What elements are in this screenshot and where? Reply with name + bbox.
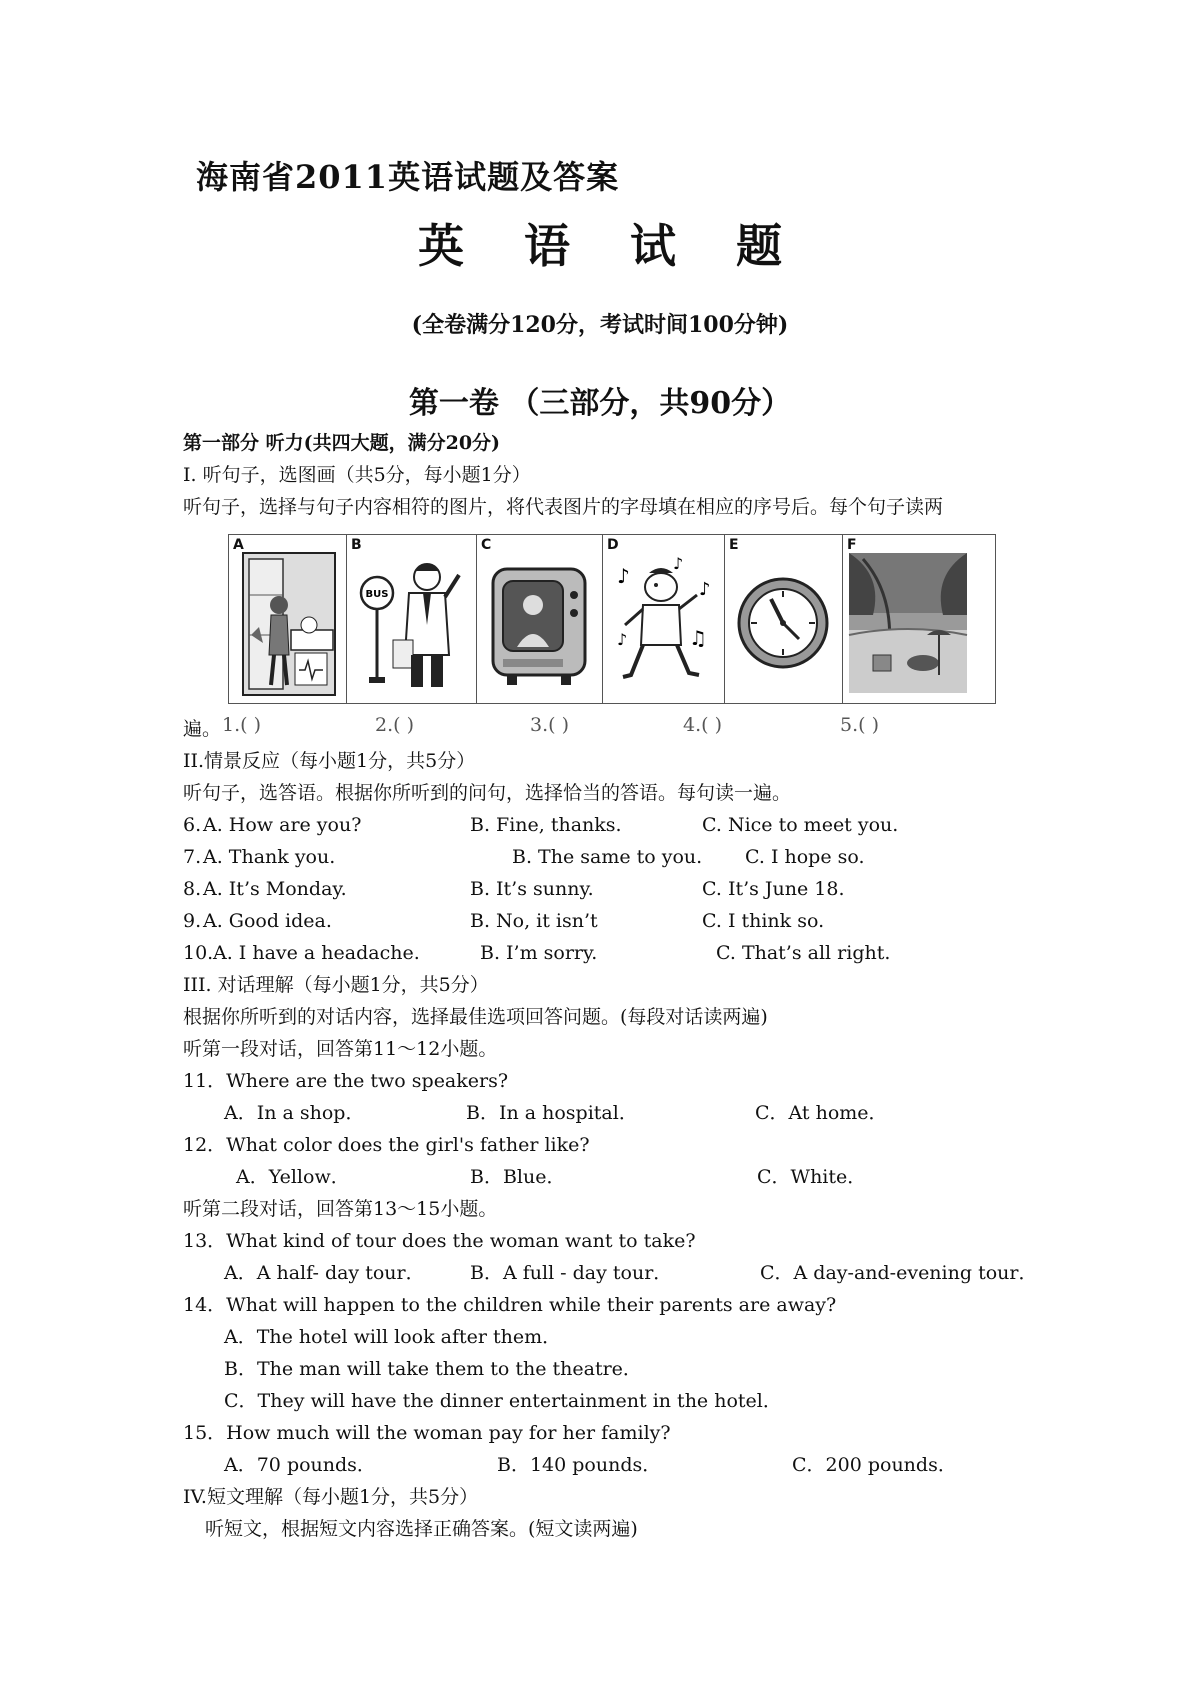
question-14-stem: 14．What will happen to the children while their parents are away? — [183, 1294, 837, 1316]
option-b[interactable]: B. It’s sunny. — [470, 878, 594, 900]
section2-instruction: 听句子，选答语。根据你所听到的问句，选择恰当的答语。每句读一遍。 — [183, 782, 792, 804]
option-a[interactable]: A．In a shop． — [224, 1102, 365, 1124]
beach-scene-icon — [843, 535, 993, 703]
option-b[interactable]: B．140 pounds． — [497, 1454, 662, 1476]
section2-title: II.情景反应（每小题1分，共5分） — [183, 750, 476, 772]
option-b[interactable]: B．A full - day tour． — [470, 1262, 673, 1284]
picture-d — [603, 535, 725, 703]
svg-text:♪: ♪ — [699, 579, 711, 600]
part1-heading: 第一部分 听力(共四大题，满分20分) — [183, 432, 501, 454]
section1-instruction: 听句子，选择与句子内容相符的图片，将代表图片的字母填在相应的序号后。每个句子读两 — [183, 496, 944, 518]
picture-letter: E — [729, 537, 739, 553]
clock-icon — [725, 535, 841, 703]
picture-letter: C — [481, 537, 492, 553]
answer-slot-3[interactable]: 3.( ) — [530, 714, 569, 736]
option-c[interactable]: C．They will have the dinner entertainment in the hotel． — [224, 1390, 782, 1412]
section4-title: IV.短文理解（每小题1分，共5分） — [183, 1486, 479, 1508]
option-b[interactable]: B. The same to you. — [512, 846, 703, 868]
option-c[interactable]: C．200 pounds． — [792, 1454, 957, 1476]
option-b[interactable]: B. No, it isn’t — [470, 910, 598, 932]
picture-strip — [228, 534, 996, 704]
question-12-stem: 12．What color does the girl's father like? — [183, 1134, 590, 1156]
picture-letter: D — [607, 537, 619, 553]
question-number: 7. — [183, 846, 202, 868]
svg-text:♪: ♪ — [673, 554, 684, 573]
exam-subtitle: (全卷满分120分，考试时间100分钟) — [411, 312, 789, 338]
main-title: 英 语 试 题 — [417, 219, 805, 273]
option-a[interactable]: A．The hotel will look after them． — [224, 1326, 562, 1348]
option-a[interactable]: A. I have a headache. — [213, 942, 420, 964]
option-c[interactable]: C．At home． — [755, 1102, 888, 1124]
picture-e — [725, 535, 843, 703]
option-b[interactable]: B. I’m sorry. — [480, 942, 598, 964]
answer-slot-1[interactable]: 1.( ) — [222, 714, 261, 736]
svg-text:♪: ♪ — [617, 630, 628, 649]
instruction-end: 遍。 — [183, 718, 222, 740]
picture-c — [477, 535, 603, 703]
document-title: 海南省2011英语试题及答案 — [196, 158, 620, 196]
dancing-music-icon — [603, 535, 723, 703]
section4-instruction: 听短文，根据短文内容选择正确答案。(短文读两遍) — [205, 1518, 638, 1540]
volume-title: 第一卷 （三部分，共90分） — [408, 386, 792, 421]
option-a[interactable]: A．A half- day tour． — [224, 1262, 425, 1284]
option-b[interactable]: B．Blue． — [470, 1166, 566, 1188]
option-b[interactable]: B．In a hospital． — [466, 1102, 638, 1124]
svg-text:BUS: BUS — [365, 589, 389, 600]
answer-slot-5[interactable]: 5.( ) — [840, 714, 879, 736]
question-number: 9. — [183, 910, 202, 932]
dialogue2-intro: 听第二段对话，回答第13～15小题。 — [183, 1198, 498, 1220]
question-15-stem: 15．How much will the woman pay for her family? — [183, 1422, 671, 1444]
question-number: 10. — [183, 942, 214, 964]
option-c[interactable]: C．A day-and-evening tour． — [760, 1262, 1038, 1284]
section3-instruction: 根据你所听到的对话内容，选择最佳选项回答问题。(每段对话读两遍) — [183, 1006, 768, 1028]
option-b[interactable]: B．The man will take them to the theatre． — [224, 1358, 642, 1380]
bus-stop-man-icon — [347, 535, 475, 703]
option-a[interactable]: A. Good idea. — [203, 910, 332, 932]
question-number: 8. — [183, 878, 202, 900]
picture-f — [843, 535, 995, 703]
option-c[interactable]: C. It’s June 18. — [702, 878, 845, 900]
answer-slot-4[interactable]: 4.( ) — [683, 714, 722, 736]
option-c[interactable]: C. I think so. — [702, 910, 825, 932]
svg-text:♫: ♫ — [689, 626, 707, 650]
option-c[interactable]: C. Nice to meet you. — [702, 814, 899, 836]
picture-letter: B — [351, 537, 362, 553]
question-11-stem: 11．Where are the two speakers? — [183, 1070, 509, 1092]
option-a[interactable]: A. How are you? — [203, 814, 362, 836]
television-icon — [477, 535, 601, 703]
question-number: 6. — [183, 814, 202, 836]
question-13-stem: 13．What kind of tour does the woman want to take? — [183, 1230, 696, 1252]
dialogue1-intro: 听第一段对话，回答第11～12小题。 — [183, 1038, 498, 1060]
section3-title: III. 对话理解（每小题1分，共5分） — [183, 974, 489, 996]
picture-a — [229, 535, 347, 703]
picture-letter: F — [847, 537, 857, 553]
picture-b — [347, 535, 477, 703]
option-a[interactable]: A. It’s Monday. — [203, 878, 347, 900]
option-b[interactable]: B. Fine, thanks. — [470, 814, 622, 836]
answer-slot-2[interactable]: 2.( ) — [375, 714, 414, 736]
option-a[interactable]: A. Thank you. — [203, 846, 336, 868]
option-c[interactable]: C. I hope so. — [745, 846, 865, 868]
option-a[interactable]: A．Yellow． — [236, 1166, 350, 1188]
option-a[interactable]: A．70 pounds． — [224, 1454, 376, 1476]
option-c[interactable]: C．White． — [757, 1166, 867, 1188]
option-c[interactable]: C. That’s all right. — [716, 942, 891, 964]
picture-letter: A — [233, 537, 244, 553]
svg-text:♪: ♪ — [617, 564, 630, 588]
section1-title: I. 听句子，选图画（共5分，每小题1分） — [183, 464, 531, 486]
hospital-scene-icon — [229, 535, 345, 703]
